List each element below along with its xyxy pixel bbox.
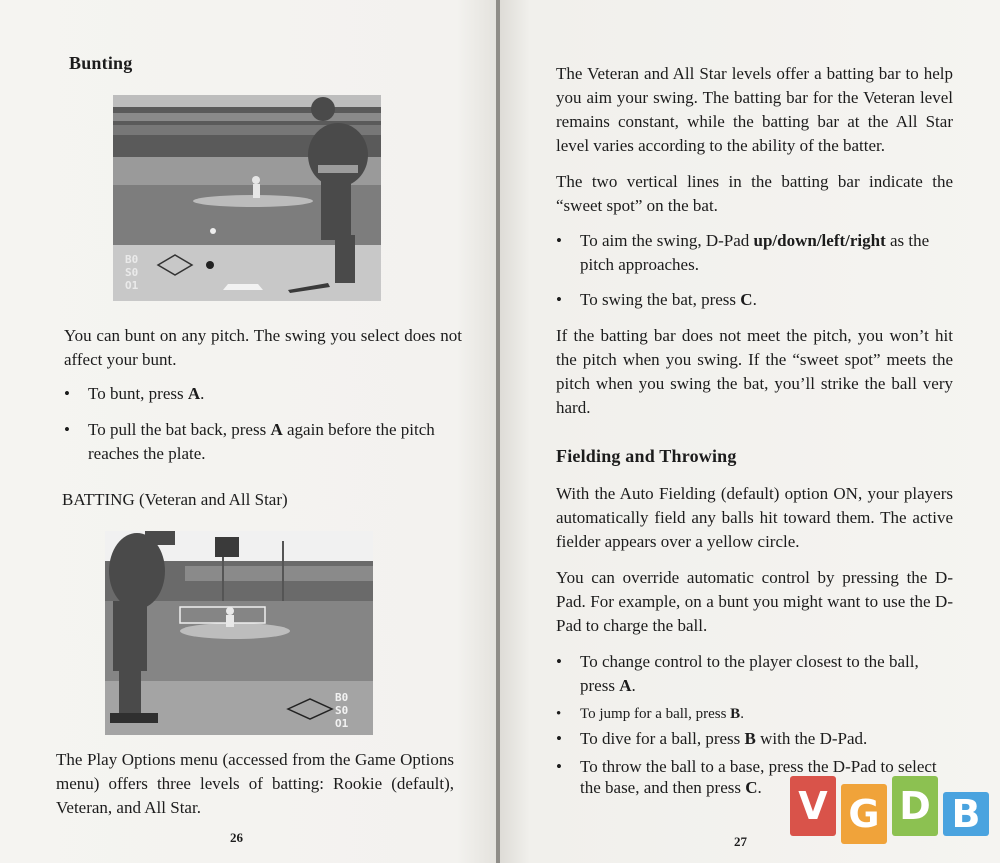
bullet-dot: • <box>556 706 562 722</box>
count-strikes: S0 <box>125 266 139 279</box>
logo-tile-v: V <box>790 776 836 836</box>
bunt-bullet: • To bunt, press A. <box>64 382 462 406</box>
override-paragraph: You can override automatic control by pressing the D-Pad. For example, on a bunt you might want to use the D-Pad to charge the ball. <box>556 568 953 635</box>
bunting-heading: Bunting <box>69 53 133 73</box>
jump-bullet: • To jump for a ball, press B. <box>556 702 953 726</box>
bullet-dot: • <box>556 290 562 309</box>
pull-back-bullet: • To pull the bat back, press A again before the pitch reaches the plate. <box>64 420 435 463</box>
count-balls: B0 <box>125 253 139 266</box>
logo-tile-g: G <box>841 784 887 844</box>
batting-bar-miss-paragraph: If the batting bar does not meet the pitch, you won’t hit the pitch when you swing. If the “sweet spot” meets the pitch when you swing the bat, you’ll strike the ball very hard. <box>556 326 953 417</box>
page-number: 27 <box>734 834 747 849</box>
bullet-dot: • <box>556 757 562 776</box>
bunting-screenshot <box>113 95 381 301</box>
auto-fielding-paragraph: With the Auto Fielding (default) option ON, your players automatically field any balls hit toward them. The active fielder appears over a yellow circle. <box>556 484 953 551</box>
logo-tile-d: D <box>892 776 938 836</box>
fielding-heading: Fielding and Throwing <box>556 446 737 466</box>
bullet-dot: • <box>556 652 562 671</box>
bullet-dot: • <box>64 420 70 439</box>
bullet-dot: • <box>64 384 70 403</box>
count-outs: O1 <box>335 717 349 730</box>
dive-bullet: • To dive for a ball, press B with the D-Pad. <box>556 727 953 751</box>
throw-bullet: • To throw the ball to a base, press the D-Pad to select the base, and then press C. <box>556 757 937 797</box>
count-strikes: S0 <box>335 704 349 717</box>
batting-subheading: BATTING (Veteran and All Star) <box>62 490 288 509</box>
bunting-paragraph: You can bunt on any pitch. The swing you select does not affect your bunt. <box>64 326 462 369</box>
count-outs: O1 <box>125 279 139 292</box>
batting-levels-paragraph: The Play Options menu (accessed from the Game Options menu) offers three levels of batting: Rookie (default), Veteran, and All Star. <box>56 750 454 817</box>
aim-swing-bullet: • To aim the swing, D-Pad up/down/left/right as the pitch approaches. <box>556 231 930 274</box>
batting-bar-paragraph: The Veteran and All Star levels offer a batting bar to help you aim your swing. The batting bar for the Veteran level remains constant, while the batting bar at the All Star level varies according to the ability of the batter. <box>556 64 953 155</box>
page-number: 26 <box>230 830 243 845</box>
change-control-bullet: • To change control to the player closest to the ball, press A. <box>556 652 919 695</box>
count-balls: B0 <box>335 691 349 704</box>
logo-tile-b: B <box>943 792 989 836</box>
swing-bat-bullet: • To swing the bat, press C. <box>556 288 953 312</box>
bullet-dot: • <box>556 231 562 250</box>
sweet-spot-paragraph: The two vertical lines in the batting bar indicate the “sweet spot” on the bat. <box>556 172 953 215</box>
batting-screenshot <box>105 531 373 735</box>
right-page <box>500 0 1000 863</box>
vgdb-logo <box>790 776 990 836</box>
bullet-dot: • <box>556 729 562 748</box>
left-page <box>0 0 497 863</box>
